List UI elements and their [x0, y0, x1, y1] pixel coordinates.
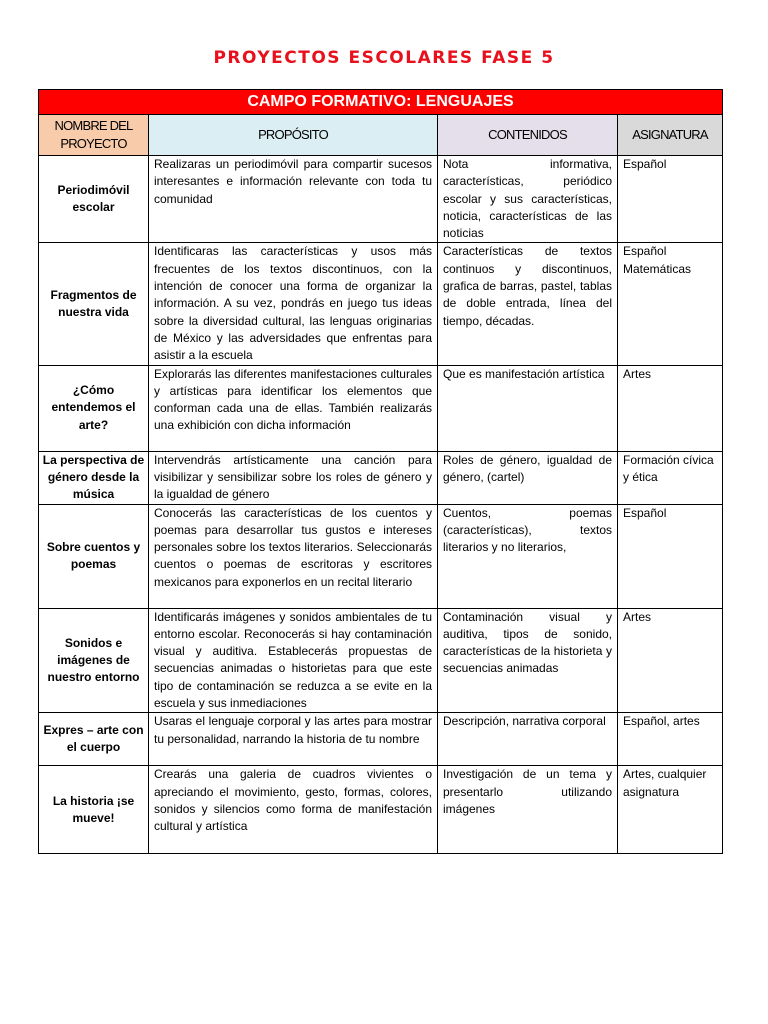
purpose-cell: Explorarás las diferentes manifestaciones culturales y artísticas para identificar los elementos que conforman cada una de ellas. También realizarás una exhibición con dicha información [149, 365, 438, 451]
table-row [39, 365, 723, 451]
contents-cell: Características de textos continuos y discontinuos, grafica de barras, pastel, tablas de doble entrada, línea del tiempo, décadas. [438, 243, 618, 365]
purpose-cell: Intervendrás artísticamente una canción para visibilizar y sensibilizar sobre los roles de género y la igualdad de género [149, 451, 438, 504]
contents-cell: Nota informativa, características, periódico escolar y sus características, noticia, características de las noticias [438, 156, 618, 243]
purpose-cell: Realizaras un periodimóvil para compartir sucesos interesantes e información relevante con toda tu comunidad [149, 156, 438, 243]
subject-cell: Español [618, 504, 723, 608]
table-row [39, 451, 723, 504]
header-purpose: PROPÓSITO [149, 115, 438, 156]
projects-table [38, 89, 723, 854]
table-row [39, 713, 723, 766]
table-row [39, 504, 723, 608]
subject-cell: Artes, cualquier asignatura [618, 766, 723, 854]
purpose-cell: Identificarás imágenes y sonidos ambientales de tu entorno escolar. Reconocerás si hay contaminación visual y auditiva. Establecerás propuestas de secuencias animadas o historietas para que este tipo de contaminación se reduzca a se evite en la escuela y sus inmediaciones [149, 608, 438, 713]
project-name-cell: Sonidos e imágenes de nuestro entorno [39, 608, 149, 713]
subject-cell [618, 243, 723, 365]
contents-cell: Descripción, narrativa corporal [438, 713, 618, 766]
table-row [39, 608, 723, 713]
project-name-cell: Fragmentos de nuestra vida [39, 243, 149, 365]
project-name-cell: ¿Cómo entendemos el arte? [39, 365, 149, 451]
header-contents: CONTENIDOS [438, 115, 618, 156]
subject-cell: Español, artes [618, 713, 723, 766]
subject-spanish: Español [623, 244, 667, 259]
project-name-cell: La historia ¡se mueve! [39, 766, 149, 854]
header-row [39, 115, 723, 156]
project-name-cell: Periodimóvil escolar [39, 156, 149, 243]
table-row [39, 766, 723, 854]
table-row [39, 156, 723, 243]
contents-cell: Investigación de un tema y presentarlo utilizando imágenes [438, 766, 618, 854]
subject-cell: Artes [618, 608, 723, 713]
header-project-name: NOMBRE DEL PROYECTO [39, 115, 149, 156]
table-row [39, 243, 723, 365]
purpose-cell: Crearás una galeria de cuadros vivientes o apreciando el movimiento, gesto, formas, colores, sonidos y silencios como forma de manifestación cultural y artística [149, 766, 438, 854]
contents-cell: Roles de género, igualdad de género, (cartel) [438, 451, 618, 504]
contents-cell: Cuentos, poemas (características), textos literarios y no literarios, [438, 504, 618, 608]
banner-row [39, 90, 723, 115]
subject-cell: Español [618, 156, 723, 243]
formative-field-banner: CAMPO FORMATIVO: LENGUAJES [39, 90, 723, 115]
project-name-cell: La perspectiva de género desde la música [39, 451, 149, 504]
purpose-cell: Conocerás las características de los cuentos y poemas para desarrollar tus gustos e intereses personales sobre los textos literarios. Seleccionarás cuentos o poemas de escritoras y escritores mexicanos para exponerlos en un recital literario [149, 504, 438, 608]
purpose-cell: Identificaras las características y usos más frecuentes de los textos discontinuos, con la intención de conocer una forma de organizar la información. A su vez, pondrás en juego tus ideas sobre la diversidad cultural, las lenguas originarias de México y las adversidades que enfrentas para asistir a la escuela [149, 243, 438, 365]
subject-cell: Formación cívica y ética [618, 451, 723, 504]
purpose-cell: Usaras el lenguaje corporal y las artes para mostrar tu personalidad, narrando la historia de tu nombre [149, 713, 438, 766]
document-title: PROYECTOS ESCOLARES FASE 5 [213, 48, 555, 68]
contents-cell: Que es manifestación artística [438, 365, 618, 451]
project-name-cell: Expres – arte con el cuerpo [39, 713, 149, 766]
header-subject: ASIGNATURA [618, 115, 723, 156]
project-name-cell: Sobre cuentos y poemas [39, 504, 149, 608]
contents-cell: Contaminación visual y auditiva, tipos de sonido, características de la historieta y secuencias animadas [438, 608, 618, 713]
subject-math: Matemáticas [623, 261, 692, 276]
subject-cell: Artes [618, 365, 723, 451]
